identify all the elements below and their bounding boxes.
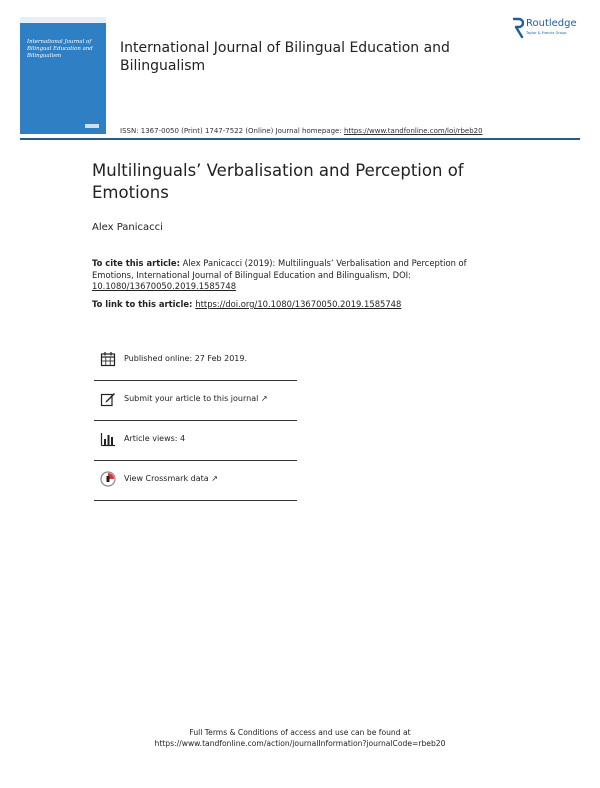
routledge-logo-icon	[512, 17, 524, 39]
article-author: Alex Panicacci	[92, 222, 163, 233]
citation-block	[92, 258, 502, 293]
external-link-icon: ↗	[260, 394, 268, 403]
publisher-tagline: Taylor & Francis Group	[526, 31, 567, 35]
article-link-line	[92, 299, 512, 309]
issn-text: ISSN: 1367-0050 (Print) 1747-7522 (Online) Journal homepage:	[120, 127, 344, 135]
submit-row[interactable]	[94, 383, 297, 421]
cite-doi-link[interactable]: 10.1080/13670050.2019.1585748	[92, 281, 237, 291]
crossmark-row[interactable]	[94, 463, 297, 501]
footer-line-1: Full Terms & Conditions of access and use can be found at	[189, 728, 411, 737]
views-row	[94, 423, 297, 461]
publisher-name: Routledge	[526, 18, 577, 29]
cover-top-band	[20, 17, 106, 23]
edit-icon	[100, 391, 116, 407]
bar-chart-icon	[100, 431, 116, 447]
cover-publisher-mark	[85, 124, 99, 128]
journal-homepage-link[interactable]: https://www.tandfonline.com/loi/rbeb20	[343, 127, 483, 135]
calendar-icon	[100, 351, 116, 367]
external-link-icon: ↗	[211, 474, 218, 483]
footer-terms-link[interactable]: https://www.tandfonline.com/action/journalInformation?journalCode=rbeb20	[154, 739, 446, 748]
article-title: Multilinguals’ Verbalisation and Perception of Emotions	[92, 161, 464, 202]
crossmark-label: View Crossmark data	[124, 474, 209, 483]
link-label: To link to this article:	[92, 299, 196, 309]
header-divider	[20, 138, 580, 140]
article-doi-link[interactable]: https://doi.org/10.1080/13670050.2019.1585748	[195, 299, 402, 309]
article-views-text: Article views: 4	[124, 434, 186, 443]
published-row	[94, 343, 297, 381]
publisher-logo	[512, 17, 592, 43]
row-divider	[94, 420, 297, 421]
crossmark-icon	[100, 471, 116, 487]
cover-title: International Journal of Bilingual Education and Bilingualism	[27, 39, 93, 59]
row-divider	[94, 460, 297, 461]
cite-text: Alex Panicacci (2019): Multilinguals’ Verbalisation and Perception of Emotions, International Journal of Bilingual Education and Bilingualism, DOI:	[92, 258, 467, 280]
published-online-text: Published online: 27 Feb 2019.	[124, 354, 248, 363]
submit-article-label: Submit your article to this journal	[124, 394, 259, 403]
issn-line	[120, 127, 580, 135]
journal-title: International Journal of Bilingual Education and Bilingualism	[120, 40, 450, 74]
submit-article-text	[124, 394, 268, 403]
cite-label: To cite this article:	[92, 258, 180, 268]
journal-cover	[20, 17, 106, 134]
footer	[0, 727, 600, 749]
crossmark-text	[124, 474, 218, 483]
row-divider	[94, 500, 297, 501]
row-divider	[94, 380, 297, 381]
